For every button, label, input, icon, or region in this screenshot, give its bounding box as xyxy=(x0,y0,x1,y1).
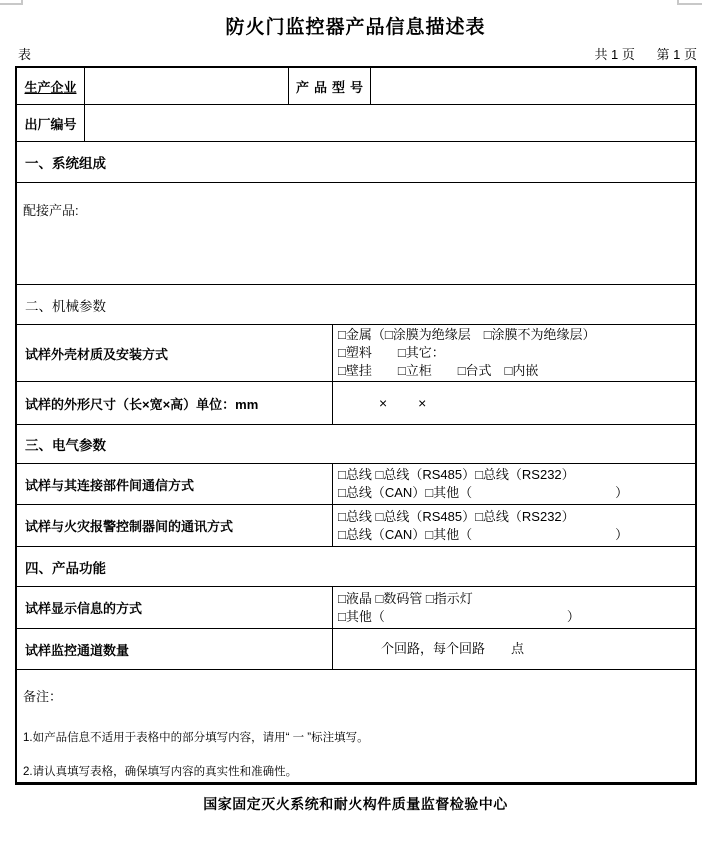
controller-comm-label: 试样与火灾报警控制器间的通讯方式 xyxy=(17,505,333,546)
issuing-center-name: 国家固定灭火系统和耐火构件质量监督检验中心 xyxy=(203,796,508,812)
row-controller-comm xyxy=(17,505,695,547)
manufacturer-label xyxy=(17,68,85,104)
meta-row xyxy=(18,44,697,63)
row-serial-number xyxy=(17,105,695,142)
controller-comm-options-line-1[interactable]: □总线 □总线（RS485）□总线（RS232） xyxy=(338,508,575,524)
row-section-function-title xyxy=(17,547,695,587)
display-mode-options-cell xyxy=(333,587,695,628)
row-section-mechanical-title xyxy=(17,285,695,325)
display-mode-label: 试样显示信息的方式 xyxy=(17,587,333,628)
serial-number-value-cell[interactable] xyxy=(85,105,695,141)
page-title: 防火门监控器产品信息描述表 xyxy=(225,17,486,38)
row-connected-products xyxy=(17,183,695,285)
remarks-note-1: 1.如产品信息不适用于表格中的部分填写内容，请用“ 一 ”标注填写。 xyxy=(23,732,369,744)
product-model-label: 产品型号 xyxy=(289,68,371,104)
page-current: 第 1 页 xyxy=(656,47,697,62)
dimensions-value-cell[interactable]: × × xyxy=(379,395,428,411)
shell-material-options-line-3[interactable]: □壁挂 □立柜 □台式 □内嵌 xyxy=(338,363,539,378)
section-function-title: 四、产品功能 xyxy=(25,560,106,576)
shell-material-label: 试样外壳材质及安装方式 xyxy=(17,325,333,381)
row-shell-material xyxy=(17,325,695,382)
component-comm-options-cell xyxy=(333,464,695,504)
page-edge-artifact-left xyxy=(0,0,23,5)
section-system-title: 一、系统组成 xyxy=(25,156,106,171)
component-comm-label: 试样与其连接部件间通信方式 xyxy=(17,464,333,504)
row-manufacturer-model xyxy=(17,68,695,105)
section-mechanical-title: 二、机械参数 xyxy=(25,298,106,314)
row-channel-count xyxy=(17,629,695,670)
row-remarks xyxy=(17,670,695,782)
controller-comm-options-cell xyxy=(333,505,695,546)
product-info-form-table xyxy=(15,66,697,785)
channel-count-value-cell[interactable]: 个回路，每个回路 点 xyxy=(381,641,525,656)
controller-comm-options-line-2[interactable]: □总线（CAN）□其他（ ） xyxy=(338,526,629,542)
remarks-note-2: 2.请认真填写表格，确保填写内容的真实性和准确性。 xyxy=(23,766,298,778)
row-section-system-title xyxy=(17,142,695,183)
serial-number-label: 出厂编号 xyxy=(17,105,85,141)
page-total: 共 1 页 xyxy=(594,47,635,62)
display-mode-options-line-2[interactable]: □其他（ ） xyxy=(338,608,580,624)
row-dimensions xyxy=(17,382,695,425)
component-comm-options-line-2[interactable]: □总线（CAN）□其他（ ） xyxy=(338,485,629,500)
shell-material-options-cell xyxy=(333,325,695,381)
shell-material-options-line-2[interactable]: □塑料 □其它： xyxy=(338,345,445,360)
product-model-value-cell[interactable] xyxy=(371,68,695,104)
remarks-label[interactable]: 备注： xyxy=(23,689,63,704)
remarks-cell xyxy=(17,670,695,782)
section-electrical-title: 三、电气参数 xyxy=(25,438,106,453)
page-info xyxy=(594,44,697,63)
row-display-mode xyxy=(17,587,695,629)
page-edge-artifact-right xyxy=(677,0,702,5)
form-label: 表 xyxy=(18,47,32,62)
row-component-comm xyxy=(17,464,695,505)
row-section-electrical-title xyxy=(17,425,695,464)
dimensions-label: 试样的外形尺寸（长×宽×高）单位：mm xyxy=(17,382,333,424)
connected-products-label: 配接产品: xyxy=(23,203,79,218)
connected-products-cell[interactable] xyxy=(17,183,695,284)
display-mode-options-line-1[interactable]: □液晶 □数码管 □指示灯 xyxy=(338,590,473,606)
component-comm-options-line-1[interactable]: □总线 □总线（RS485）□总线（RS232） xyxy=(338,467,575,482)
channel-count-label: 试样监控通道数量 xyxy=(17,629,333,669)
manufacturer-value-cell[interactable] xyxy=(85,68,289,104)
manufacturer-label-text: 生产企业 xyxy=(24,79,77,95)
shell-material-options-line-1[interactable]: □金属（□涂膜为绝缘层 □涂膜不为绝缘层） xyxy=(338,327,596,342)
